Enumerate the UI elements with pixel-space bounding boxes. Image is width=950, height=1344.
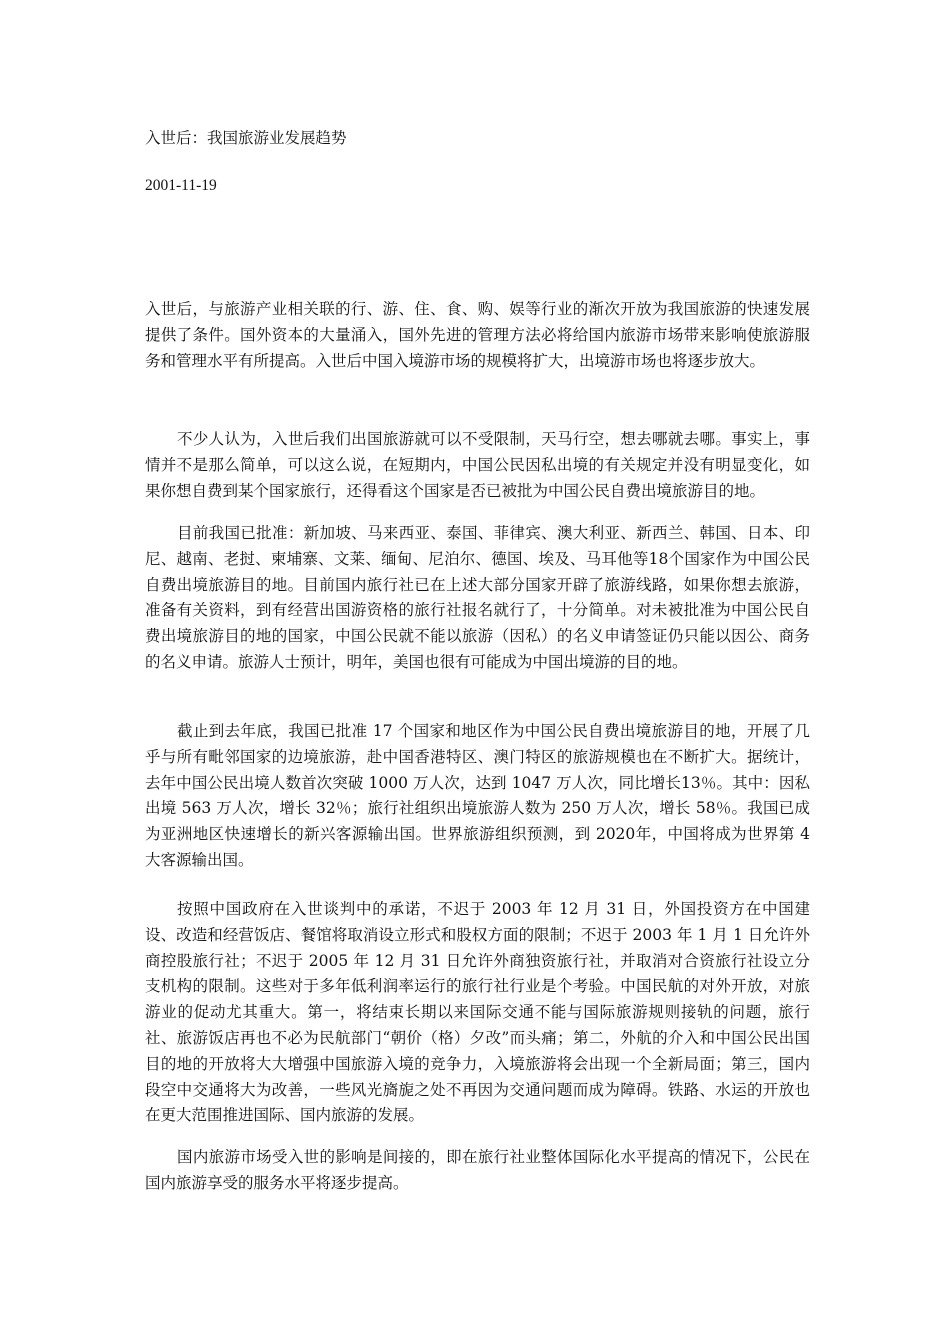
paragraph-4: 截止到去年底，我国已批准 17 个国家和地区作为中国公民自费出境旅游目的地，开展了几乎与所有毗邻国家的边境旅游，赴中国香港特区、澳门特区的旅游规模也在不断扩大。据统计，去年中国公民出境人数首次突破 1000 万人次，达到 1047 万人次，同比增长13％。其中：因私出境 563 万人次，增长 32％；旅行社组织出境旅游人数为 250 万人次，增长 58％。我国已成为亚洲地区快速增长的新兴客源输出国。世界旅游组织预测，到 2020年，中国将成为世界第 4 大客源输出国。 (145, 722, 810, 869)
paragraph-6: 国内旅游市场受入世的影响是间接的，即在旅行社业整体国际化水平提高的情况下，公民在国内旅游享受的服务水平将逐步提高。 (145, 1148, 810, 1192)
document-date: 2001-11-19 (145, 177, 217, 194)
paragraph-5: 按照中国政府在入世谈判中的承诺，不迟于 2003 年 12 月 31 日，外国投资方在中国建设、改造和经营饭店、餐馆将取消设立形式和股权方面的限制；不迟于 2003 年 1 月 1 日允许外商控股旅行社；不迟于 2005 年 12 月 31 日允许外商独资旅行社，并取消对合资旅行社设立分支机构的限制。这些对于多年低利润率运行的旅行社行业是个考验。中国民航的对外开放，对旅游业的促动尤其重大。第一，将结束长期以来国际交通不能与国际旅游规则接轨的问题，旅行社、旅游饭店再也不必为民航部门“朝价（格）夕改”而头痛；第二，外航的介入和中国公民出国目的地的开放将大大增强中国旅游入境的竞争力，入境旅游将会出现一个全新局面；第三，国内段空中交通将大为改善，一些风光旖旎之处不再因为交通问题而成为障碍。铁路、水运的开放也在更大范围推进国际、国内旅游的发展。 (145, 900, 810, 1125)
paragraph-1: 入世后，与旅游产业相关联的行、游、住、食、购、娱等行业的渐次开放为我国旅游的快速发展提供了条件。国外资本的大量涌入，国外先进的管理方法必将给国内旅游市场带来影响使旅游服务和管理水平有所提高。入世后中国入境游市场的规模将扩大，出境游市场也将逐步放大。 (145, 300, 810, 370)
paragraph-3: 目前我国已批准：新加坡、马来西亚、泰国、菲律宾、澳大利亚、新西兰、韩国、日本、印尼、越南、老挝、柬埔寨、文莱、缅甸、尼泊尔、德国、埃及、马耳他等18个国家作为中国公民自费出境旅游目的地。目前国内旅行社已在上述大部分国家开辟了旅游线路，如果你想去旅游，准备有关资料，到有经营出国游资格的旅行社报名就行了，十分简单。对未被批准为中国公民自费出境旅游目的地的国家，中国公民就不能以旅游（因私）的名义申请签证仍只能以因公、商务的名义申请。旅游人士预计，明年，美国也很有可能成为中国出境游的目的地。 (145, 524, 810, 671)
paragraph-2: 不少人认为，入世后我们出国旅游就可以不受限制，天马行空，想去哪就去哪。事实上，事情并不是那么简单，可以这么说，在短期内，中国公民因私出境的有关规定并没有明显变化，如果你想自费到某个国家旅行，还得看这个国家是否已被批为中国公民自费出境旅游目的地。 (145, 430, 810, 500)
document-title: 入世后：我国旅游业发展趋势 (145, 129, 347, 147)
